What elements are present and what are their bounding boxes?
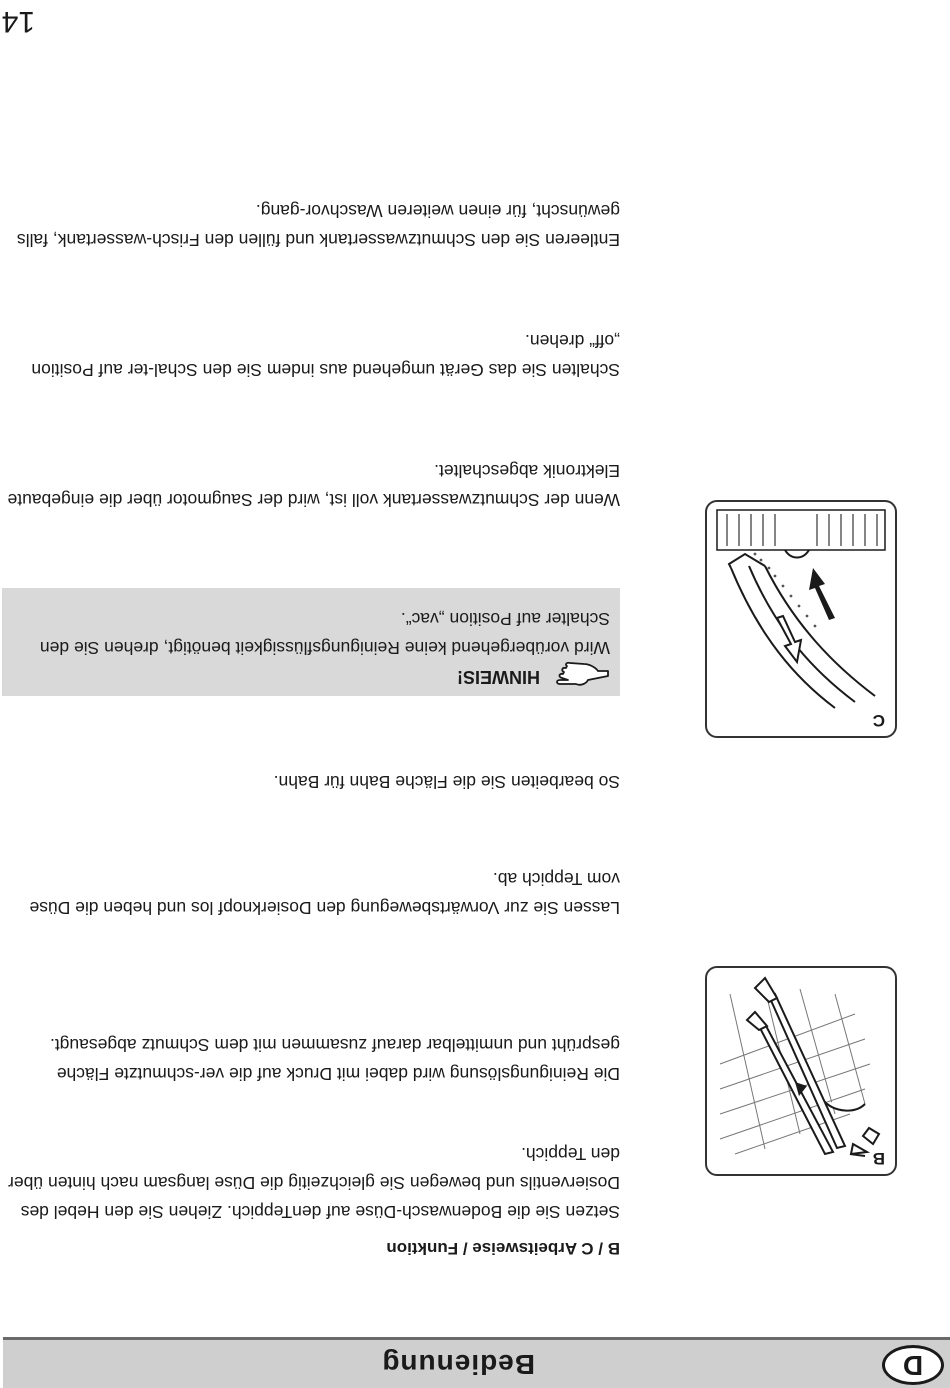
paragraph-empty-tank: Entleeren Sie den Schmutzwassertank und füllen den Frisch-wassertank, falls gewünscht, für einen weiteren Waschvor-gang. [16,201,620,250]
paragraph-spray: Die Reinigungslösung wird dabei mit Druck auf die ver-schmutzte Fläche gesprüht und unmittelbar darauf zusammen mit dem Schmutz abgesaugt. [49,1035,620,1084]
section-header-bar [3,1337,950,1388]
figure-b-label: B [872,1149,885,1168]
paragraph-setup: Setzen Sie die Bodenwasch-Düse auf denTeppich. Ziehen Sie den Hebel des Dosierventils und bewegen Sie gleichzeitig die Düse langsam nach hinten über den Teppich. [8,1144,620,1222]
hint-label: HINWEIS! [457,667,540,687]
figure-c [705,500,897,738]
paragraph-tank-full: Wenn der Schmutzwassertank voll ist, wird der Saugmotor über die eingebaute Elektronik abgeschaltet. [7,461,620,510]
paragraph-switch-off: Schalten Sie das Gerät umgehend aus indem Sie den Schal-ter auf Position „off“ drehen. [31,331,620,380]
paragraph-forward: Lassen Sie zur Vorwärtsbewegung den Dosierknopf los und heben die Düse vom Teppich ab. [29,869,620,918]
page-number: 14 [1,5,35,38]
nozzle-on-carpet-illustration [707,968,895,1174]
figure-c-label: C [872,711,885,730]
hint-box [2,588,620,696]
nozzle-spray-detail-illustration [707,502,895,736]
paragraph-lanes: So bearbeiten Sie die Fläche Bahn für Bahn. [273,772,620,792]
hint-text: Wird vorübergehend keine Reinigungsflüssigkeit benötigt, drehen Sie den Schalter auf Position „vac“. [39,609,610,658]
pointing-hand-icon [552,662,610,690]
figure-b [705,966,897,1176]
language-badge: D [882,1345,944,1385]
header-title: Bedienung [381,1349,535,1380]
section-heading: B / C Arbeitsweise / Funktion [386,1239,620,1258]
